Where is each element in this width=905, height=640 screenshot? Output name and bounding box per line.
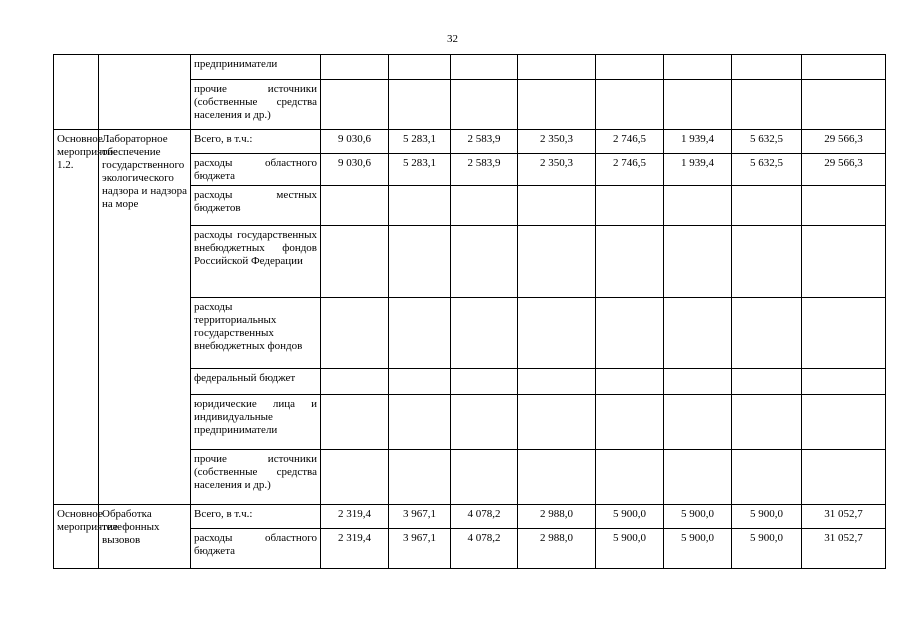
value-cell xyxy=(518,505,596,529)
value-cell xyxy=(321,226,389,298)
page-number: 32 xyxy=(447,33,458,45)
value-cell xyxy=(596,154,664,186)
measure-code: Основное мероприятие 1.2. xyxy=(54,130,99,505)
cell-value: 2 746,5 xyxy=(613,157,646,169)
value-cell xyxy=(732,154,802,186)
value-cell xyxy=(518,130,596,154)
value-cell xyxy=(451,369,518,395)
value-cell xyxy=(802,154,886,186)
cell-value: 5 632,5 xyxy=(750,133,783,145)
row-label: Всего, в т.ч.: xyxy=(191,130,321,154)
value-cell xyxy=(802,80,886,130)
value-cell xyxy=(596,505,664,529)
value-cell xyxy=(732,226,802,298)
cell-value: 2 988,0 xyxy=(540,508,573,520)
value-cell xyxy=(664,55,732,80)
table-row xyxy=(54,505,886,529)
value-cell xyxy=(389,130,451,154)
value-cell xyxy=(389,450,451,505)
value-cell xyxy=(518,55,596,80)
value-cell xyxy=(732,450,802,505)
table-row xyxy=(54,55,886,80)
value-cell xyxy=(451,529,518,569)
value-cell xyxy=(664,154,732,186)
value-cell xyxy=(389,529,451,569)
code-cell xyxy=(54,55,99,130)
value-cell xyxy=(732,130,802,154)
value-cell xyxy=(596,226,664,298)
value-cell xyxy=(596,186,664,226)
value-cell xyxy=(802,298,886,369)
value-cell xyxy=(451,450,518,505)
cell-value: 5 632,5 xyxy=(750,157,783,169)
value-cell xyxy=(802,395,886,450)
row-label: предприниматели xyxy=(191,55,321,80)
value-cell xyxy=(451,298,518,369)
value-cell xyxy=(389,226,451,298)
value-cell xyxy=(596,130,664,154)
value-cell xyxy=(389,298,451,369)
cell-value: 4 078,2 xyxy=(467,532,501,544)
cell-value: 1 939,4 xyxy=(681,133,714,145)
cell-value: 29 566,3 xyxy=(824,133,863,145)
value-cell xyxy=(321,450,389,505)
value-cell xyxy=(664,226,732,298)
value-cell xyxy=(596,55,664,80)
row-label: расходы территориальных государственных внебюджетных фондов xyxy=(191,298,321,369)
value-cell xyxy=(732,298,802,369)
value-cell xyxy=(518,529,596,569)
value-cell xyxy=(664,130,732,154)
value-cell xyxy=(321,529,389,569)
cell-value: 2 988,0 xyxy=(540,532,573,544)
value-cell xyxy=(321,80,389,130)
measure-code: Основное мероприятие xyxy=(54,505,99,569)
value-cell xyxy=(802,505,886,529)
value-cell xyxy=(664,395,732,450)
value-cell xyxy=(802,226,886,298)
cell-value: 1 939,4 xyxy=(681,157,714,169)
name-cell xyxy=(99,55,191,130)
cell-value: 2 350,3 xyxy=(540,133,573,145)
value-cell xyxy=(664,505,732,529)
value-cell xyxy=(518,395,596,450)
cell-value: 5 900,0 xyxy=(681,508,714,520)
value-cell xyxy=(596,450,664,505)
cell-value: 31 052,7 xyxy=(824,508,863,520)
value-cell xyxy=(321,154,389,186)
row-label: расходы местных бюджетов xyxy=(191,186,321,226)
cell-value: 2 319,4 xyxy=(338,508,371,520)
value-cell xyxy=(389,369,451,395)
row-label: юридические лица и индивидуальные предприниматели xyxy=(191,395,321,450)
value-cell xyxy=(732,529,802,569)
value-cell xyxy=(321,369,389,395)
measure-name: Обработка телефонных вызовов xyxy=(99,505,191,569)
cell-value: 2 583,9 xyxy=(467,157,501,169)
budget-table-body xyxy=(54,55,886,569)
value-cell xyxy=(451,395,518,450)
value-cell xyxy=(321,298,389,369)
cell-value: 29 566,3 xyxy=(824,157,863,169)
value-cell xyxy=(732,395,802,450)
value-cell xyxy=(451,130,518,154)
value-cell xyxy=(389,186,451,226)
value-cell xyxy=(389,80,451,130)
cell-value: 5 900,0 xyxy=(750,508,783,520)
cell-value: 4 078,2 xyxy=(467,508,501,520)
value-cell xyxy=(451,226,518,298)
value-cell xyxy=(389,505,451,529)
value-cell xyxy=(321,395,389,450)
measure-name: Лабораторное обеспечение государственного экологического надзора и надзора на море xyxy=(99,130,191,505)
cell-value: 5 900,0 xyxy=(750,532,783,544)
cell-value: 31 052,7 xyxy=(824,532,863,544)
cell-value: 3 967,1 xyxy=(403,532,436,544)
value-cell xyxy=(732,55,802,80)
cell-value: 5 900,0 xyxy=(681,532,714,544)
cell-value: 5 283,1 xyxy=(403,133,436,145)
row-label: федеральный бюджет xyxy=(191,369,321,395)
row-label: Всего, в т.ч.: xyxy=(191,505,321,529)
value-cell xyxy=(518,226,596,298)
value-cell xyxy=(518,298,596,369)
row-label: расходы областного бюджета xyxy=(191,154,321,186)
value-cell xyxy=(389,55,451,80)
cell-value: 5 900,0 xyxy=(613,508,646,520)
cell-value: 2 350,3 xyxy=(540,157,573,169)
row-label: прочие источники (собственные средства населения и др.) xyxy=(191,80,321,130)
row-label: расходы областного бюджета xyxy=(191,529,321,569)
value-cell xyxy=(321,130,389,154)
budget-table xyxy=(53,54,886,569)
value-cell xyxy=(802,186,886,226)
value-cell xyxy=(596,395,664,450)
value-cell xyxy=(389,395,451,450)
value-cell xyxy=(596,369,664,395)
cell-value: 5 900,0 xyxy=(613,532,646,544)
table-row xyxy=(54,130,886,154)
value-cell xyxy=(802,529,886,569)
value-cell xyxy=(664,298,732,369)
value-cell xyxy=(802,369,886,395)
value-cell xyxy=(451,186,518,226)
value-cell xyxy=(518,369,596,395)
row-label: прочие источники (собственные средства населения и др.) xyxy=(191,450,321,505)
value-cell xyxy=(732,369,802,395)
value-cell xyxy=(518,80,596,130)
value-cell xyxy=(389,154,451,186)
value-cell xyxy=(321,505,389,529)
value-cell xyxy=(802,55,886,80)
value-cell xyxy=(664,369,732,395)
value-cell xyxy=(664,450,732,505)
cell-value: 2 319,4 xyxy=(338,532,371,544)
value-cell xyxy=(518,186,596,226)
value-cell xyxy=(451,154,518,186)
value-cell xyxy=(518,154,596,186)
cell-value: 5 283,1 xyxy=(403,157,436,169)
value-cell xyxy=(596,80,664,130)
cell-value: 9 030,6 xyxy=(338,157,371,169)
value-cell xyxy=(451,80,518,130)
value-cell xyxy=(596,529,664,569)
cell-value: 2 583,9 xyxy=(467,133,501,145)
value-cell xyxy=(321,55,389,80)
value-cell xyxy=(596,298,664,369)
value-cell xyxy=(732,186,802,226)
value-cell xyxy=(518,450,596,505)
value-cell xyxy=(664,529,732,569)
value-cell xyxy=(802,450,886,505)
row-label: расходы государственных внебюджетных фондов Российской Федерации xyxy=(191,226,321,298)
value-cell xyxy=(451,55,518,80)
value-cell xyxy=(732,505,802,529)
value-cell xyxy=(664,186,732,226)
value-cell xyxy=(321,186,389,226)
value-cell xyxy=(664,80,732,130)
cell-value: 9 030,6 xyxy=(338,133,371,145)
value-cell xyxy=(732,80,802,130)
cell-value: 2 746,5 xyxy=(613,133,646,145)
value-cell xyxy=(451,505,518,529)
cell-value: 3 967,1 xyxy=(403,508,436,520)
value-cell xyxy=(802,130,886,154)
